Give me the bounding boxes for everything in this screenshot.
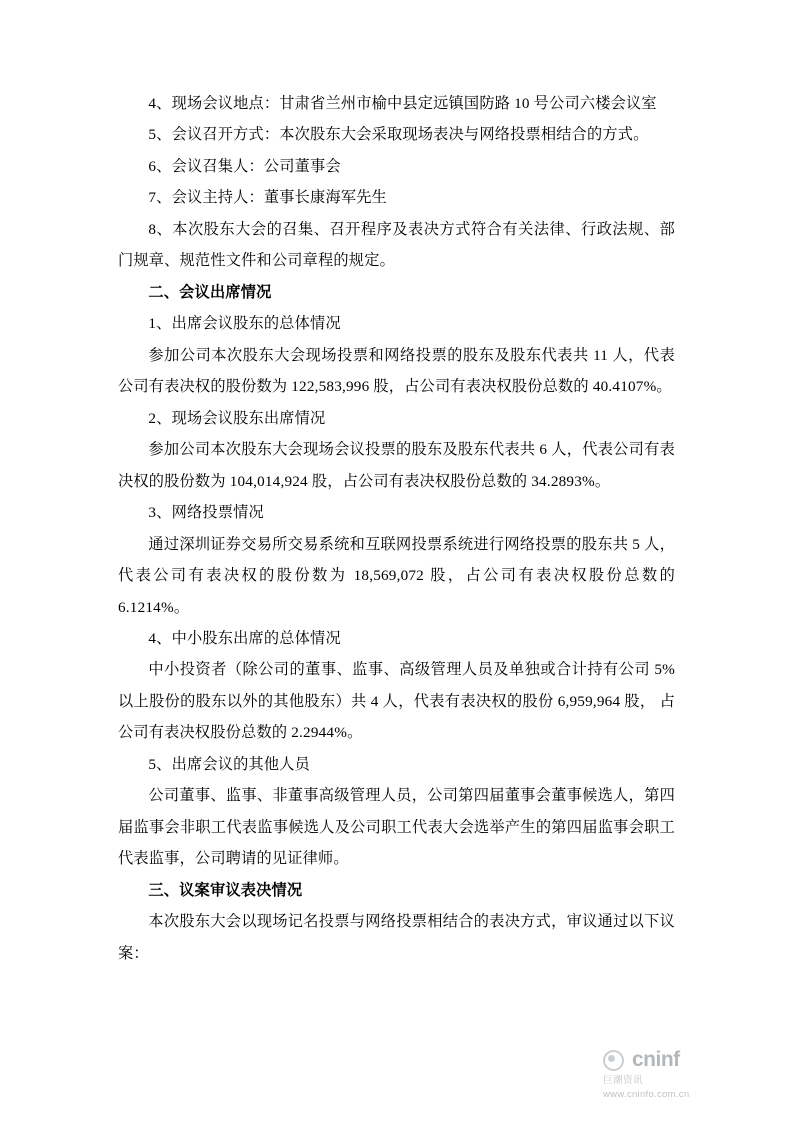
document-body xyxy=(118,88,675,969)
heading-proposals: 三、议案审议表决情况 xyxy=(148,881,303,899)
cninfo-logo-icon xyxy=(603,1050,624,1071)
paragraph-proposals-intro: 本次股东大会以现场记名投票与网络投票相结合的表决方式，审议通过以下议案： xyxy=(118,913,675,962)
subheading-online-voting: 3、网络投票情况 xyxy=(148,504,264,522)
subheading-minority-shareholders: 4、中小股东出席的总体情况 xyxy=(148,629,341,647)
watermark-logo-text: cninf xyxy=(632,1048,680,1071)
paragraph-other-attendees: 公司董事、监事、非董事高级管理人员，公司第四届董事会董事候选人，第四届监事会非职工代表监事候选人及公司职工代表大会选举产生的第四届监事会职工代表监事，公司聘请的见证律师。 xyxy=(118,787,675,868)
paragraph-host: 7、会议主持人：董事长康海军先生 xyxy=(148,189,387,207)
paragraph-online-voting: 通过深圳证券交易所交易系统和互联网投票系统进行网络投票的股东共 5 人，代表公司有表决权的股份数为 18,569,072 股，占公司有表决权股份总数的 6.1214%。 xyxy=(118,535,675,616)
paragraph-convener: 6、会议召集人：公司董事会 xyxy=(148,157,341,175)
watermark-cn-text: 巨潮资讯 xyxy=(603,1075,644,1086)
paragraph-venue: 4、现场会议地点：甘肃省兰州市榆中县定远镇国防路 10 号公司六楼会议室 xyxy=(148,95,657,112)
watermark-row xyxy=(603,1048,753,1072)
paragraph-onsite-attendance: 参加公司本次股东大会现场会议投票的股东及股东代表共 6 人，代表公司有表决权的股份数为 104,014,924 股，占公司有表决权股份总数的 34.2893%。 xyxy=(118,441,675,490)
watermark-url: www.cninfo.com.cn xyxy=(603,1089,690,1100)
watermark xyxy=(603,1048,753,1100)
subheading-onsite-attendance: 2、现场会议股东出席情况 xyxy=(148,409,326,427)
paragraph-total-attendance: 参加公司本次股东大会现场投票和网络投票的股东及股东代表共 11 人，代表公司有表决权的股份数为 122,583,996 股，占公司有表决权股份总数的 40.4107%。 xyxy=(118,346,675,396)
subheading-other-attendees: 5、出席会议的其他人员 xyxy=(148,755,311,773)
paragraph-compliance: 8、本次股东大会的召集、召开程序及表决方式符合有关法律、行政法规、部门规章、规范性文件和公司章程的规定。 xyxy=(118,220,675,270)
paragraph-meeting-method: 5、会议召开方式：本次股东大会采取现场表决与网络投票相结合的方式。 xyxy=(148,126,649,144)
heading-attendance: 二、会议出席情况 xyxy=(148,283,272,301)
paragraph-minority-shareholders: 中小投资者（除公司的董事、监事、高级管理人员及单独或合计持有公司 5% 以上股份的股东以外的其他股东）共 4 人，代表有表决权的股份 6,959,964 股， 占公司有表决权股份总数的 2.2944%。 xyxy=(118,661,675,742)
subheading-total-attendance: 1、出席会议股东的总体情况 xyxy=(148,315,341,333)
